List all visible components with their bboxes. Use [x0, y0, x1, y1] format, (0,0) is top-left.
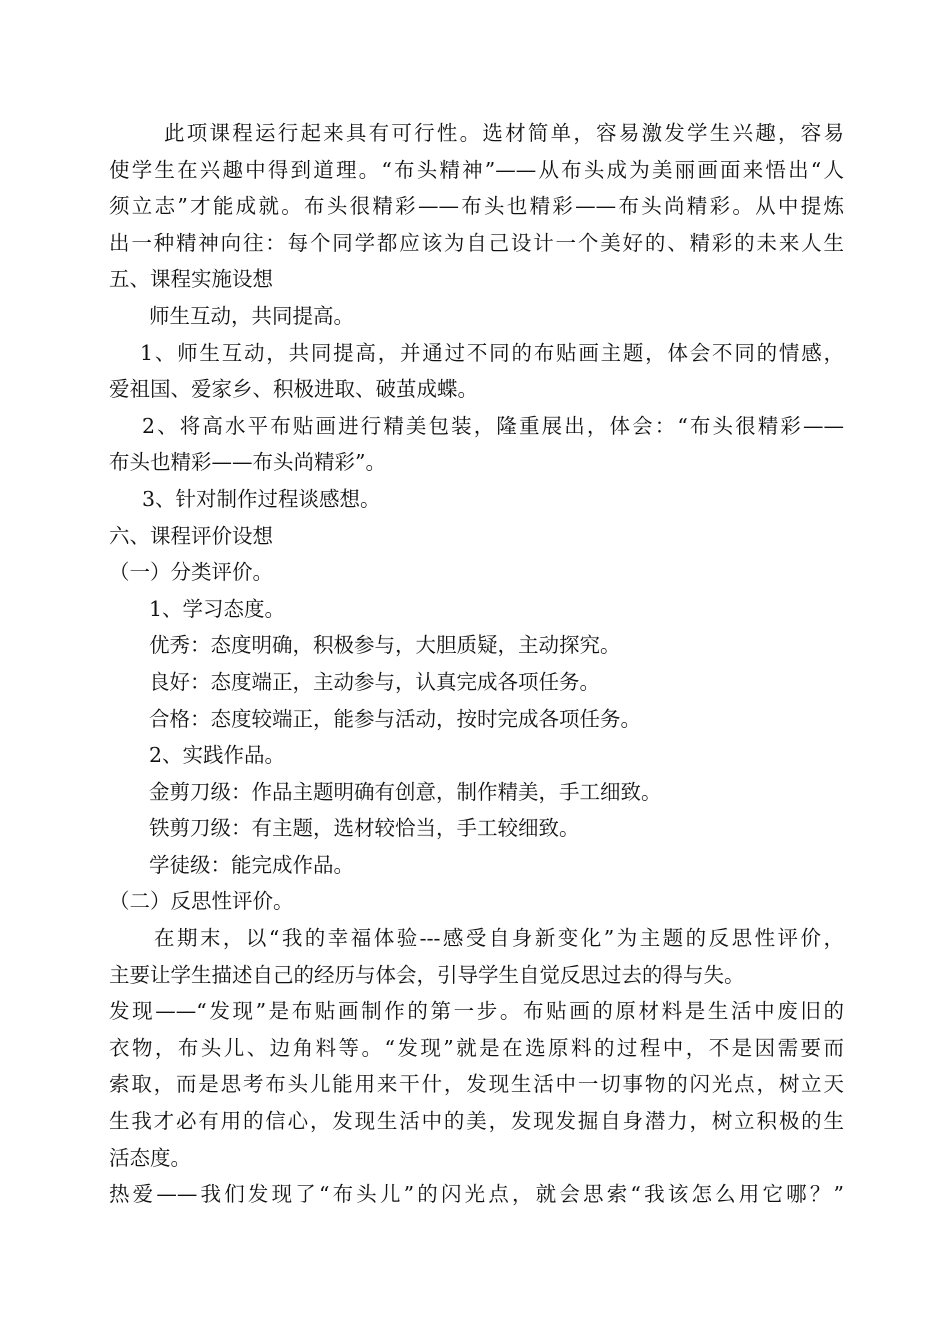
list-item: 3、针对制作过程谈感想。 [142, 486, 381, 511]
list-item: 2、实践作品。 [149, 743, 286, 768]
paragraph-line: 主要让学生描述自己的经历与体会，引导学生自觉反思过去的得与失。 [109, 962, 745, 987]
paragraph-line: 良好：态度端正，主动参与，认真完成各项任务。 [149, 669, 600, 694]
document-page [109, 115, 844, 1213]
section-heading: 六、课程评价设想 [109, 523, 273, 548]
paragraph-line: 须立志”才能成就。布头很精彩——布头也精彩——布头尚精彩。从中提炼 [109, 194, 844, 219]
paragraph-line: 金剪刀级：作品主题明确有创意，制作精美，手工细致。 [149, 779, 662, 804]
paragraph-line: 优秀：态度明确，积极参与，大胆质疑，主动探究。 [149, 633, 621, 658]
subsection-heading: （二）反思性评价。 [109, 889, 294, 914]
paragraph-line: 学徒级：能完成作品。 [149, 852, 354, 877]
paragraph-line: 热爱——我们发现了“布头儿”的闪光点，就会思索“我该怎么用它哪？” [109, 1182, 844, 1207]
list-item: 1、师生互动，共同提高，并通过不同的布贴画主题，体会不同的情感， [140, 340, 844, 365]
section-heading: 五、课程实施设想 [109, 267, 273, 292]
paragraph-line: 索取，而是思考布头儿能用来干什，发现生活中一切事物的闪光点，树立天 [109, 1072, 844, 1097]
paragraph-line: 爱祖国、爱家乡、积极进取、破茧成蝶。 [109, 377, 478, 402]
paragraph-line: 合格：态度较端正，能参与活动，按时完成各项任务。 [149, 706, 641, 731]
list-item: 1、学习态度。 [149, 596, 286, 621]
subsection-heading: （一）分类评价。 [109, 560, 273, 585]
paragraph-line: 此项课程运行起来具有可行性。选材简单，容易激发学生兴趣，容易 [164, 121, 844, 145]
paragraph-line: 在期末，以“我的幸福体验---感受自身新变化”为主题的反思性评价， [154, 926, 844, 951]
paragraph-line: 铁剪刀级：有主题，选材较恰当，手工较细致。 [149, 816, 580, 841]
paragraph-line: 出一种精神向往：每个同学都应该为自己设计一个美好的、精彩的未来人生 [109, 230, 844, 255]
paragraph-line: 使学生在兴趣中得到道理。“布头精神”——从布头成为美丽画面来悟出“人 [109, 157, 844, 182]
paragraph-line: 布头也精彩——布头尚精彩”。 [109, 450, 386, 475]
paragraph-line: 师生互动，共同提高。 [149, 303, 354, 328]
list-item: 2、将高水平布贴画进行精美包装，隆重展出，体会：“布头很精彩—— [142, 413, 844, 438]
paragraph-line: 生我才必有用的信心，发现生活中的美，发现发掘自身潜力，树立积极的生 [109, 1109, 844, 1134]
paragraph-line: 发现——“发现”是布贴画制作的第一步。布贴画的原材料是生活中废旧的 [109, 999, 844, 1024]
paragraph-line: 活态度。 [109, 1145, 191, 1170]
paragraph-line: 衣物，布头儿、边角料等。“发现”就是在选原料的过程中，不是因需要而 [109, 1035, 844, 1060]
